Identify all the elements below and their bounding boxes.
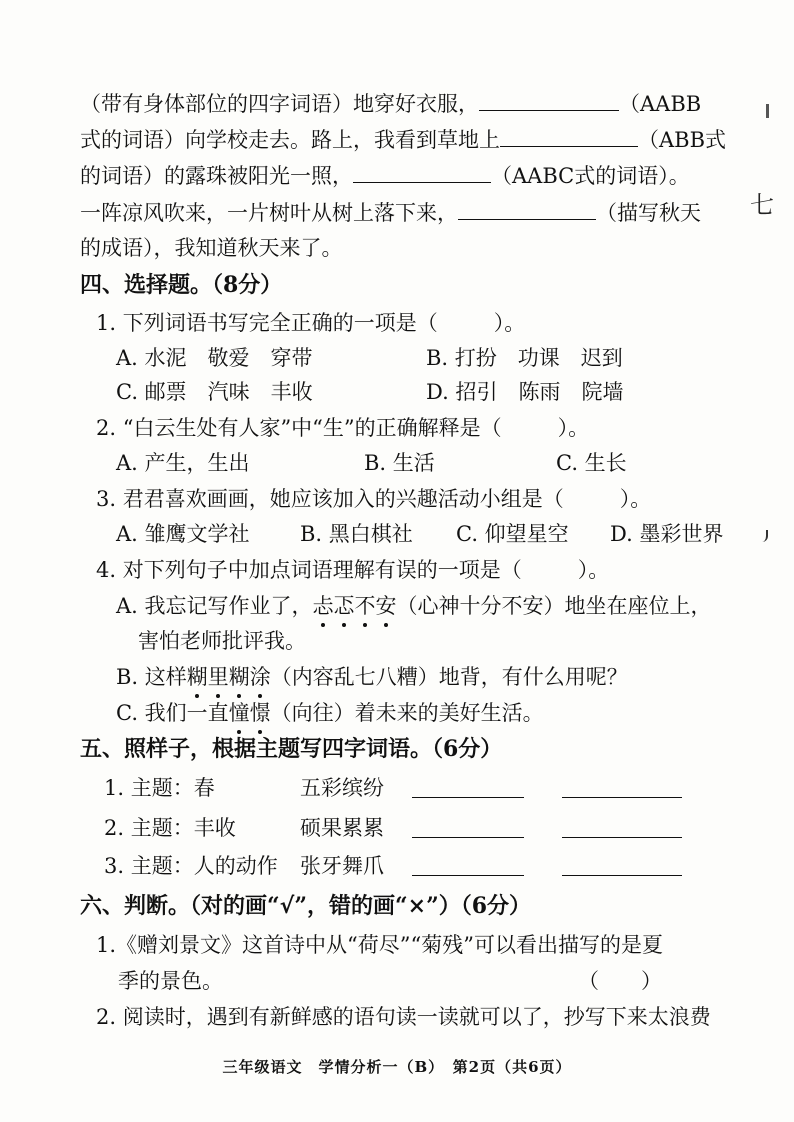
option-text: （心神十分不安）地坐在座位上， [396,594,712,618]
passage-text: （带有身体部位的四字词语）地穿好衣服， [80,92,479,116]
passage-line-1 [80,88,701,119]
q1-stem [96,308,525,338]
q3-stem-text: 3. 君君喜欢画画，她应该加入的兴趣活动小组是（ [96,487,564,511]
dotted-char: 忑 [334,591,355,621]
dotted-char: 安 [376,591,397,621]
s6-q1: 1.《赠刘景文》这首诗中从“荷尽”“菊残”可以看出描写的是夏 [96,933,663,957]
s5-row-2-example: 硕果累累 [300,816,384,840]
s6-q2: 2. 阅读时，遇到有新鲜感的语句读一读就可以了，抄写下来太浪费 [96,1005,711,1029]
option-text: （向往）着未来的美好生活。 [270,701,544,725]
dotted-char: 里 [208,662,229,692]
option-text: （内容乱七八糟）地背，有什么用呢？ [270,665,628,689]
dotted-char: 憬 [250,698,271,728]
option-text: C. 我们一直 [116,701,229,725]
passage-text: （AABC式的词语）。 [491,164,690,188]
q1-option-c: C. 邮票 汽味 丰收 [116,380,313,404]
q2-option-a: A. 产生，生出 [116,451,250,475]
heading-text: 六、判断。（对的画“ [80,893,280,919]
binding-mark [766,104,769,118]
q4-option-a-cont: 害怕老师批评我。 [138,629,306,653]
answer-blank[interactable] [562,797,682,798]
section4-heading: 四、选择题。（8分） [80,272,283,298]
answer-blank[interactable] [562,875,682,876]
q3-option-c: C. 仰望星空 [456,522,569,546]
answer-blank[interactable] [353,160,491,183]
passage-text: （AABB [619,92,702,116]
answer-blank[interactable] [479,88,619,111]
s5-row-1-theme: 1. 主题：春 [104,776,215,800]
q1-stem-end: ）。 [493,311,526,335]
heading-text: ”，错的画“×”）（6分） [294,893,532,919]
q4-stem [96,555,609,585]
s5-row-3-theme: 3. 主题：人的动作 [104,854,278,878]
passage-line-4 [80,197,701,228]
q3-option-d: D. 墨彩世界 [610,522,724,546]
s5-row-1-example: 五彩缤纷 [300,776,384,800]
answer-blank[interactable] [500,124,638,147]
passage-text: （描写秋天 [596,201,701,225]
passage-text: 的成语），我知道秋天来了。 [80,236,343,260]
q3-stem-end: ）。 [619,487,652,511]
s5-row-3-example: 张牙舞爪 [300,854,384,878]
answer-blank[interactable] [458,197,596,220]
q2-stem-end: ）。 [557,416,590,440]
check-mark-icon: √ [279,894,295,919]
passage-line-3 [80,160,690,191]
q4-option-c [116,698,544,728]
passage-line-2 [80,124,726,155]
q1-option-b: B. 打扮 功课 迟到 [426,346,623,370]
dotted-char: 不 [355,591,376,621]
s5-row-2-theme: 2. 主题：丰收 [104,816,236,840]
q3-option-b: B. 黑白棋社 [300,522,413,546]
passage-text: 的词语）的露珠被阳光一照， [80,164,353,188]
q3-stem [96,484,651,514]
answer-blank[interactable] [412,875,524,876]
dotted-char: 糊 [187,662,208,692]
answer-blank[interactable] [412,837,524,838]
q2-option-c: C. 生长 [556,451,627,475]
passage-text: 式的词语）向学校走去。路上，我看到草地上 [80,128,500,152]
passage-text: 一阵凉风吹来，一片树叶从树上落下来， [80,201,458,225]
q1-stem-text: 1. 下列词语书写完全正确的一项是（ [96,311,438,335]
q3-option-a: A. 雏鹰文学社 [116,522,250,546]
q2-stem [96,413,589,443]
dotted-char: 涂 [250,662,271,692]
option-text: B. 这样 [116,665,187,689]
dotted-char: 憧 [229,698,250,728]
q2-option-b: B. 生活 [364,451,435,475]
s6-q1-cont: 季的景色。 [118,969,223,993]
dotted-char: 糊 [229,662,250,692]
q4-stem-end: ）。 [577,558,610,582]
dotted-char: 忐 [313,591,334,621]
passage-line-5 [80,233,343,263]
option-text: A. 我忘记写作业了， [116,594,313,618]
q4-option-b [116,662,628,692]
q4-stem-text: 4. 对下列句子中加点词语理解有误的一项是（ [96,558,522,582]
margin-mark: 七 [750,191,774,219]
answer-blank[interactable] [562,837,682,838]
page-footer: 三年级语文 学情分析一（B） 第2页（共6页） [222,1058,572,1076]
section5-heading: 五、照样子，根据主题写四字词语。（6分） [80,736,503,762]
section6-heading [80,891,531,922]
passage-text: （ABB式 [638,128,727,152]
binding-mark [760,530,768,542]
q4-option-a [116,591,712,621]
answer-paren[interactable]: （ ） [578,969,662,993]
q1-option-a: A. 水泥 敬爱 穿带 [116,346,313,370]
q1-option-d: D. 招引 陈雨 院墙 [426,380,624,404]
q2-stem-text: 2. “白云生处有人家”中“生”的正确解释是（ [96,416,502,440]
answer-blank[interactable] [412,797,524,798]
